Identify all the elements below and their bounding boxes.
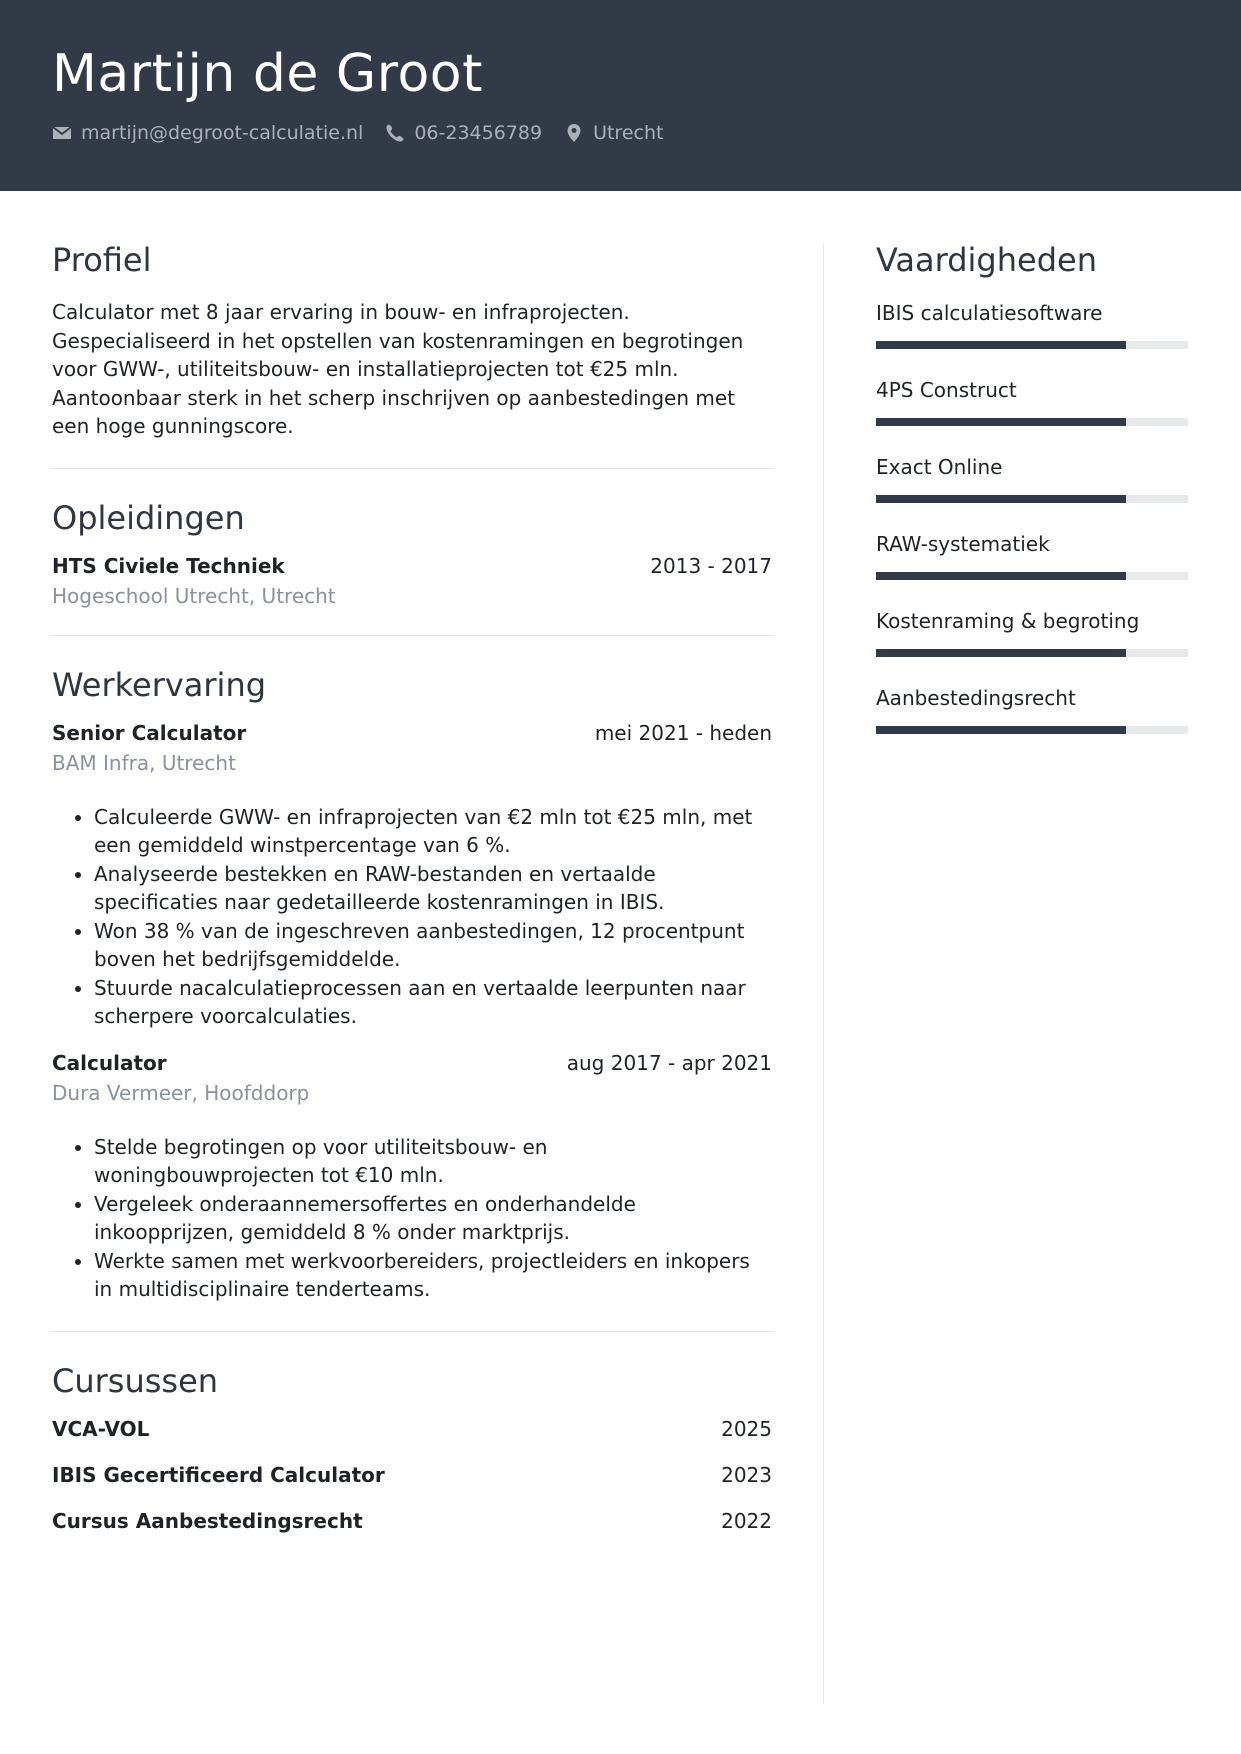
list-item: • Stelde begrotingen op voor utiliteitsbouw- en woningbouwprojecten tot €10 mln. [94,1133,772,1190]
education-section [52,498,772,608]
job-row [52,721,772,745]
skill-item [876,608,1188,657]
section-divider [52,1331,772,1332]
list-item: • Werkte samen met werkvoorbereiders, projectleiders en inkopers in multidisciplinaire tenderteams. [94,1247,772,1304]
skill-name: 4PS Construct [876,378,1017,402]
course-row [52,1509,772,1533]
job-bullets [52,803,772,1031]
experience-section [52,665,772,1304]
job-entry [52,721,772,1031]
profile-section [52,240,772,441]
skill-item [876,685,1188,734]
course-row [52,1463,772,1487]
skill-bar [876,495,1188,503]
main-column [52,240,772,1533]
contact-location [564,122,663,144]
course-name: IBIS Gecertificeerd Calculator [52,1462,385,1487]
experience-heading: Werkervaring [52,665,267,704]
job-entry [52,1051,772,1304]
skill-bar-fill [876,495,1126,503]
skill-bar [876,726,1188,734]
phone-icon [385,123,405,143]
email-text[interactable]: martijn@degroot-calculatie.nl [81,122,364,144]
map-pin-icon [564,123,584,143]
skill-bar-fill [876,726,1126,734]
skill-name: RAW-systematiek [876,532,1050,556]
course-year: 2025 [721,1416,772,1441]
envelope-icon [52,123,72,143]
job-period: aug 2017 - apr 2021 [566,1050,772,1075]
skill-item [876,531,1188,580]
job-row [52,1051,772,1075]
section-divider [52,635,772,636]
column-divider [823,244,824,1704]
skill-name: Exact Online [876,455,1003,479]
skill-bar-fill [876,572,1126,580]
list-item: • Analyseerde bestekken en RAW-bestanden en vertaalde specificaties naar gedetailleerde kostenramingen in IBIS. [94,860,772,917]
section-divider [52,468,772,469]
education-heading: Opleidingen [52,498,245,537]
skill-bar [876,418,1188,426]
job-company: Dura Vermeer, Hoofddorp [52,1080,310,1105]
skill-item [876,300,1188,349]
contact-email [52,122,363,144]
skill-bar-fill [876,649,1126,657]
skill-item [876,454,1188,503]
skill-item [876,377,1188,426]
school-name: Hogeschool Utrecht, Utrecht [52,583,336,608]
contact-phone [385,122,542,144]
sidebar-column [876,240,1188,762]
job-role: Calculator [52,1050,167,1075]
contact-info [52,122,685,144]
list-item: • Won 38 % van de ingeschreven aanbestedingen, 12 procentpunt boven het bedrijfsgemiddelde. [94,917,772,974]
skill-bar-fill [876,418,1126,426]
job-role: Senior Calculator [52,720,247,745]
list-item: • Vergeleek onderaannemersoffertes en onderhandelde inkoopprijzen, gemiddeld 8 % onder marktprijs. [94,1190,772,1247]
skill-bar [876,341,1188,349]
job-period: mei 2021 - heden [594,720,772,745]
list-item: • Calculeerde GWW- en infraprojecten van €2 mln tot €25 mln, met een gemiddeld winstpercentage van 6 %. [94,803,772,860]
course-year: 2022 [721,1508,772,1533]
skill-bar [876,572,1188,580]
course-row [52,1417,772,1441]
job-company: BAM Infra, Utrecht [52,750,236,775]
skills-heading: Vaardigheden [876,241,1097,279]
skill-name: Aanbestedingsrecht [876,686,1076,710]
resume-header [0,0,1241,191]
skill-name: Kostenraming & begroting [876,609,1140,633]
skill-bar-fill [876,341,1126,349]
location-text: Utrecht [593,122,664,144]
education-period: 2013 - 2017 [650,553,772,578]
list-item: • Stuurde nacalculatieprocessen aan en vertaalde leerpunten naar scherpere voorcalculaties. [94,974,772,1031]
skill-name: IBIS calculatiesoftware [876,301,1103,325]
degree-title: HTS Civiele Techniek [52,553,285,578]
profile-text: Calculator met 8 jaar ervaring in bouw- en infraprojecten. Gespecialiseerd in het opstellen van kostenramingen en begrotingen voor GWW-, utiliteitsbouw- en installatieprojecten tot €25 mln. Aantoonbaar sterk in het scherp inschrijven op aanbestedingen met een hoge gunningscore. [52,300,744,438]
education-entry [52,554,772,608]
course-name: VCA-VOL [52,1416,150,1441]
profile-heading: Profiel [52,241,152,279]
courses-section [52,1361,772,1533]
course-year: 2023 [721,1462,772,1487]
course-name: Cursus Aanbestedingsrecht [52,1508,363,1533]
education-row [52,554,772,578]
skill-bar [876,649,1188,657]
phone-text[interactable]: 06-23456789 [414,122,543,144]
skills-list [876,300,1188,734]
courses-heading: Cursussen [52,1361,219,1400]
candidate-name: Martijn de Groot [52,44,483,104]
job-bullets [52,1133,772,1304]
